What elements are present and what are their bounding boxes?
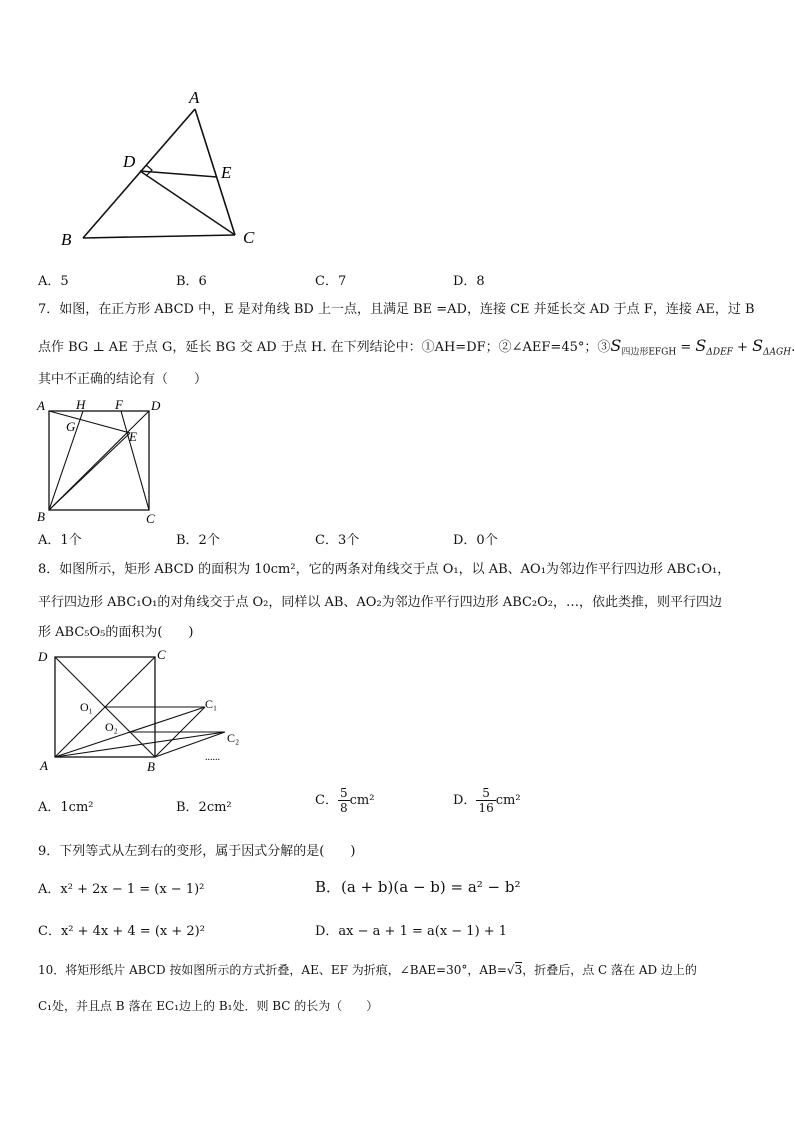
q6-line-de [140,171,217,177]
q7-label-g: G [66,419,76,434]
q7-stem-line2-text: 点作 BG ⊥ AE 于点 G，延长 BG 交 AD 于点 H. 在下列结论中：①AH=DF；②∠AEF=45°；③ [38,340,611,355]
q7-s-main: S [610,336,622,355]
q10-stem-line2: C₁处，并且点 B 落在 EC₁边上的 B₁处．则 BC 的长为（ ） [38,999,379,1013]
q8-stem-line2: 平行四边形 ABC₁O₁的对角线交于点 O₂，同样以 AB、AO₂为邻边作平行四边形 ABC₂O₂，…，依此类推，则平行四边 [38,595,723,610]
q7-stem-line1: 7．如图，在正方形 ABCD 中，E 是对角线 BD 上一点，且满足 BE =AD，连接 CE 并延长交 AD 于点 F，连接 AE，过 B [38,302,755,317]
q7-label-a: A [37,398,45,413]
q10-stem-line1 [38,961,697,979]
q8-option-c-prefix: C． [315,793,338,808]
q8-option-c[interactable] [315,786,374,815]
q7-s-agh: S [752,336,764,355]
q10-sqrt: √3 [506,963,523,977]
q6-option-d[interactable]: D．8 [453,274,485,289]
q8-stem-line3: 形 ABC₅O₅的面积为( ) [38,625,194,640]
q8-option-d-fraction: $\frac{5}{16}$ [478,786,494,815]
q6-label-b: B [61,230,72,249]
q7-label-c: C [146,511,155,526]
q7-label-f: F [115,397,123,412]
q8-option-d-prefix: D． [453,793,477,808]
q7-line-cf [121,411,149,510]
q8-option-d[interactable] [453,786,521,815]
q7-plus: + [737,340,748,355]
q7-option-b[interactable]: B．2个 [176,533,220,548]
q8-line-ac2 [55,732,225,757]
q9-option-c[interactable]: C．x² + 4x + 4 = (x + 2)² [38,924,205,939]
q8-option-d-unit: cm² [495,793,521,808]
q7-option-c[interactable]: C．3个 [315,533,360,548]
q6-line-bc [83,235,235,238]
q6-label-a: A [189,88,200,107]
q7-line2-end: . [791,340,795,355]
q9-option-a[interactable]: A．x² + 2x − 1 = (x − 1)² [38,882,205,897]
q6-figure [55,85,270,255]
q7-label-b: B [37,509,45,524]
q8-label-a: A [40,758,48,773]
q6-label-e: E [221,163,232,182]
q8-figure [35,645,250,775]
q7-stem-line2 [38,337,795,362]
q7-s-agh-sub: ΔAGH [763,347,792,358]
q7-stem-line3: 其中不正确的结论有（ ） [38,372,208,387]
q9-stem: 9．下列等式从左到右的变形，属于因式分解的是( ) [38,844,356,859]
q8-option-b[interactable]: B．2cm² [176,800,232,815]
q6-option-b[interactable]: B．6 [176,274,207,289]
q7-label-d: D [151,398,161,413]
q7-label-h: H [76,397,86,412]
q8-label-o2: O₂ [105,720,118,734]
q6-option-a[interactable]: A．5 [38,274,69,289]
q7-s-def: S [695,336,707,355]
q8-option-a[interactable]: A．1cm² [38,800,94,815]
q6-option-c[interactable]: C．7 [315,274,347,289]
q8-label-c: C [157,647,166,662]
q7-eq: = [680,340,692,355]
q8-label-c1: C₁ [205,697,218,711]
q6-label-c: C [243,228,255,247]
q8-stem-line1: 8．如图所示，矩形 ABCD 的面积为 10cm²，它的两条对角线交于点 O₁，以 AB、AO₁为邻边作平行四边形 ABC₁O₁， [38,562,731,577]
q8-label-d: D [38,649,48,664]
q7-option-d[interactable]: D．0个 [453,533,498,548]
q8-label-o1: O₁ [80,700,93,714]
q7-s-def-sub: ΔDEF [706,347,733,358]
q8-option-c-fraction: $\frac{5}{8}$ [339,786,348,815]
q8-label-b: B [147,759,155,774]
q10-stem-line1-text: 10．将矩形纸片 ABCD 按如图所示的方式折叠，AE、EF 为折痕，∠BAE=30°，AB= [38,963,507,977]
q7-figure [35,395,170,525]
q7-line-ae [49,411,130,433]
q6-label-d: D [123,152,136,171]
q7-option-a[interactable]: A．1个 [38,533,82,548]
q7-s-main-sub: 四边形EFGH [621,347,677,358]
q7-line-be [49,433,130,510]
q8-label-dots: ...... [205,752,220,763]
q9-option-d[interactable]: D．ax − a + 1 = a(x − 1) + 1 [315,924,508,939]
q10-stem-line1-rest: ，折叠后，点 C 落在 AD 边上的 [522,963,697,977]
q6-right-angle [146,165,152,176]
q8-label-c2: C₂ [227,731,240,745]
q9-option-b[interactable]: B．(a + b)(a − b) = a² − b² [315,878,521,896]
q8-option-c-unit: cm² [349,793,375,808]
q7-label-e: E [129,429,137,444]
